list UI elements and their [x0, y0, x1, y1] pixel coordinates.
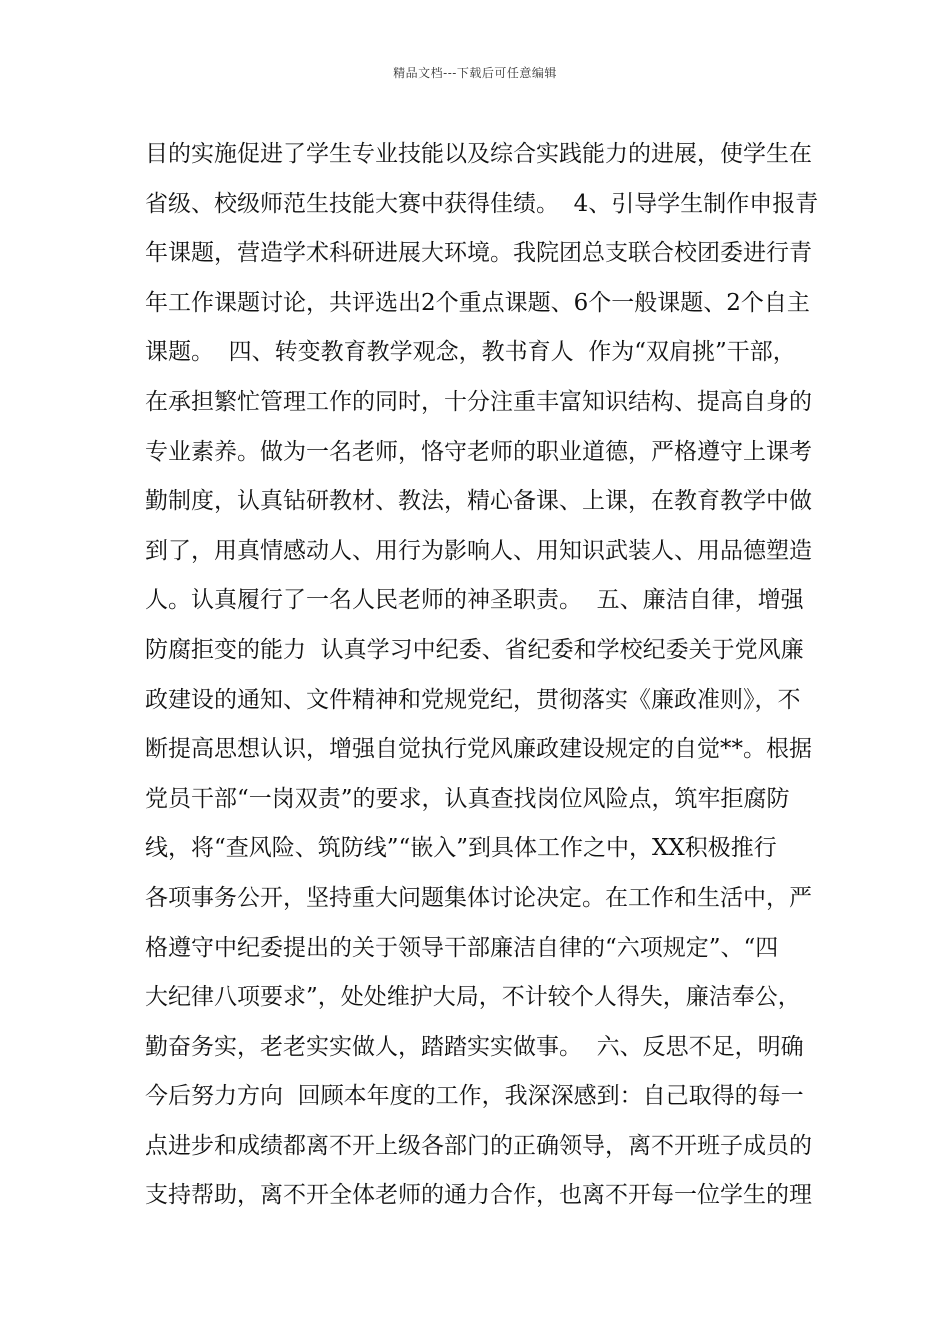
text-line: 省级、校级师范生技能大赛中获得佳绩。 4、引导学生制作申报青	[145, 190, 819, 217]
text-line: 勤制度，认真钻研教材、教法，精心备课、上课，在教育教学中做	[145, 488, 812, 515]
text-line: 年课题，营造学术科研进展大环境。我院团总支联合校团委进行青	[145, 240, 812, 267]
text-line: 点进步和成绩都离不开上级各部门的正确领导，离不开班子成员的	[145, 1132, 812, 1159]
text-line: 专业素养。做为一名老师，恪守老师的职业道德，严格遵守上课考	[145, 438, 812, 465]
text-line: 在承担繁忙管理工作的同时，十分注重丰富知识结构、提高自身的	[145, 388, 812, 415]
text-line: 防腐拒变的能力 认真学习中纪委、省纪委和学校纪委关于党风廉	[145, 636, 804, 663]
document-body	[145, 130, 825, 1221]
text-line: 支持帮助，离不开全体老师的通力合作，也离不开每一位学生的理	[145, 1182, 812, 1209]
text-line: 今后努力方向 回顾本年度的工作，我深深感到：自己取得的每一	[145, 1083, 804, 1110]
text-line: 课题。 四、转变教育教学观念，教书育人 作为“双肩挑”干部，	[145, 339, 796, 366]
text-line: 大纪律八项要求”，处处维护大局，不计较个人得失，廉洁奉公，	[145, 984, 801, 1011]
text-line: 政建设的通知、文件精神和党规党纪，贯彻落实《廉政准则》，不	[145, 686, 801, 713]
text-line: 年工作课题讨论，共评选出2个重点课题、6个一般课题、2个自主	[145, 289, 810, 316]
text-line: 各项事务公开，坚持重大问题集体讨论决定。在工作和生活中，严	[145, 884, 812, 911]
text-line: 到了，用真情感动人、用行为影响人、用知识武装人、用品德塑造	[145, 537, 812, 564]
text-line: 目的实施促进了学生专业技能以及综合实践能力的进展，使学生在	[145, 141, 812, 167]
text-line: 线，将“查风险、筑防线”“嵌入”到具体工作之中，XX积极推行	[145, 835, 777, 862]
text-line: 断提高思想认识，增强自觉执行党风廉政建设规定的自觉**。根据	[145, 736, 812, 763]
page-header: 精品文档---下载后可任意编辑	[393, 66, 557, 80]
text-line: 党员干部“一岗双责”的要求，认真查找岗位风险点，筑牢拒腐防	[145, 785, 790, 812]
text-line: 格遵守中纪委提出的关于领导干部廉洁自律的“六项规定”、“四	[145, 934, 779, 961]
text-line: 人。认真履行了一名人民老师的神圣职责。 五、廉洁自律，增强	[145, 587, 804, 614]
text-line: 勤奋务实，老老实实做人，踏踏实实做事。 六、反思不足，明确	[145, 1033, 804, 1060]
